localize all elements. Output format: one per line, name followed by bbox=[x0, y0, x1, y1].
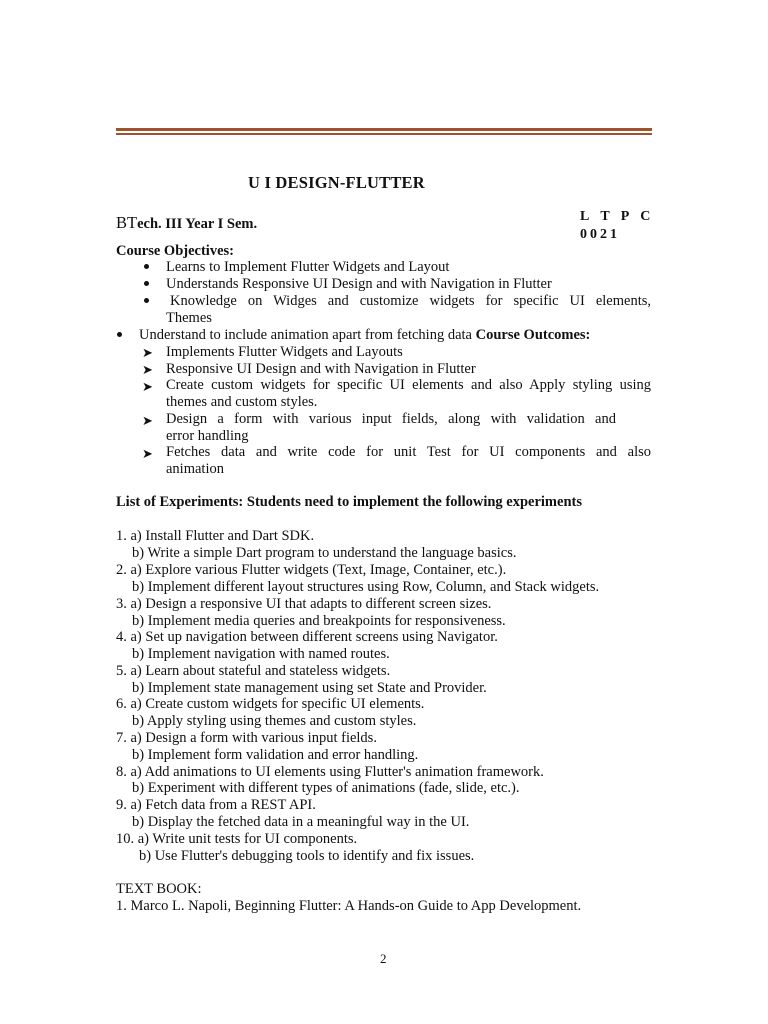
experiment-line: 8. a) Add animations to UI elements using Flutter's animation framework. bbox=[116, 764, 544, 780]
experiment-line: 9. a) Fetch data from a REST API. bbox=[116, 797, 316, 813]
experiment-line: b) Implement different layout structures using Row, Column, and Stack widgets. bbox=[132, 579, 600, 595]
program-line bbox=[116, 214, 257, 233]
outcome-item-continuation: error handling bbox=[166, 428, 249, 444]
ltpc-label-c: C bbox=[640, 209, 652, 224]
outcome-item: Responsive UI Design and with Navigation in Flutter bbox=[166, 361, 476, 377]
arrow-bullet-icon: ➤ bbox=[142, 413, 153, 428]
experiment-line: b) Apply styling using themes and custom styles. bbox=[132, 713, 417, 729]
objective-item: Understands Responsive UI Design and with Navigation in Flutter bbox=[166, 276, 552, 292]
ltpc-labels bbox=[580, 208, 651, 226]
objective-item: Knowledge on Widges and customize widgets for specific UI elements, bbox=[170, 293, 651, 309]
outcome-item: Design a form with various input fields, along with validation and bbox=[166, 411, 616, 427]
program-rest: ech. III Year I Sem. bbox=[137, 216, 258, 232]
arrow-bullet-icon: ➤ bbox=[142, 379, 153, 394]
experiment-line: b) Implement state management using set State and Provider. bbox=[132, 680, 487, 696]
experiment-line: b) Use Flutter's debugging tools to identify and fix issues. bbox=[139, 848, 475, 864]
textbook-entry: 1. Marco L. Napoli, Beginning Flutter: A Hands-on Guide to App Development. bbox=[116, 898, 582, 914]
ltpc-block bbox=[580, 208, 651, 244]
experiment-line: 7. a) Design a form with various input fields. bbox=[116, 730, 377, 746]
textbook-heading: TEXT BOOK: bbox=[116, 881, 202, 897]
document-title: U I DESIGN-FLUTTER bbox=[248, 173, 425, 192]
bullet-icon bbox=[144, 298, 149, 303]
outcome-item: Create custom widgets for specific UI elements and also Apply styling using bbox=[166, 377, 651, 393]
experiment-line: b) Implement form validation and error handling. bbox=[132, 747, 419, 763]
outcome-item-continuation: themes and custom styles. bbox=[166, 394, 318, 410]
header-rule-top bbox=[116, 128, 652, 131]
arrow-bullet-icon: ➤ bbox=[142, 446, 153, 461]
experiment-line: b) Implement navigation with named routes. bbox=[132, 646, 390, 662]
bullet-icon bbox=[117, 332, 122, 337]
page-number: 2 bbox=[380, 951, 387, 966]
ltpc-value-p: 2 bbox=[600, 227, 608, 242]
experiment-line: b) Write a simple Dart program to understand the language basics. bbox=[132, 545, 517, 561]
objective-item: Learns to Implement Flutter Widgets and Layout bbox=[166, 259, 450, 275]
ltpc-label-l: L bbox=[580, 209, 591, 224]
experiment-line: b) Experiment with different types of animations (fade, slide, etc.). bbox=[132, 780, 520, 796]
bullet-icon bbox=[144, 264, 149, 269]
experiment-line: b) Implement media queries and breakpoints for responsiveness. bbox=[132, 613, 506, 629]
experiment-line: 5. a) Learn about stateful and stateless widgets. bbox=[116, 663, 391, 679]
outcome-item: Implements Flutter Widgets and Layouts bbox=[166, 344, 403, 360]
experiment-line: 10. a) Write unit tests for UI components. bbox=[116, 831, 358, 847]
arrow-bullet-icon: ➤ bbox=[142, 345, 153, 360]
animation-text: Understand to include animation apart from fetching data bbox=[139, 327, 472, 343]
experiment-line: 2. a) Explore various Flutter widgets (Text, Image, Container, etc.). bbox=[116, 562, 507, 578]
header-rule-bottom bbox=[116, 133, 652, 135]
ltpc-value-c: 1 bbox=[610, 227, 618, 242]
outcomes-heading: Course Outcomes: bbox=[475, 327, 591, 343]
program-prefix: BT bbox=[116, 213, 138, 232]
objective-item-continuation: Themes bbox=[166, 310, 212, 326]
bullet-icon bbox=[144, 281, 149, 286]
ltpc-label-t: T bbox=[600, 209, 611, 224]
outcome-item-continuation: animation bbox=[166, 461, 224, 477]
ltpc-label-p: P bbox=[620, 209, 631, 224]
arrow-bullet-icon: ➤ bbox=[142, 362, 153, 377]
experiment-line: b) Display the fetched data in a meaningful way in the UI. bbox=[132, 814, 470, 830]
animation-line bbox=[139, 327, 590, 344]
ltpc-value-t: 0 bbox=[590, 227, 598, 242]
objectives-heading: Course Objectives: bbox=[116, 243, 234, 259]
experiment-line: 4. a) Set up navigation between different screens using Navigator. bbox=[116, 629, 498, 645]
experiment-line: 3. a) Design a responsive UI that adapts to different screen sizes. bbox=[116, 596, 492, 612]
experiments-heading: List of Experiments: Students need to implement the following experiments bbox=[116, 494, 582, 510]
ltpc-values bbox=[580, 226, 651, 244]
ltpc-value-l: 0 bbox=[580, 227, 588, 242]
experiment-line: 1. a) Install Flutter and Dart SDK. bbox=[116, 528, 315, 544]
experiment-line: 6. a) Create custom widgets for specific UI elements. bbox=[116, 696, 425, 712]
outcome-item: Fetches data and write code for unit Test for UI components and also bbox=[166, 444, 651, 460]
